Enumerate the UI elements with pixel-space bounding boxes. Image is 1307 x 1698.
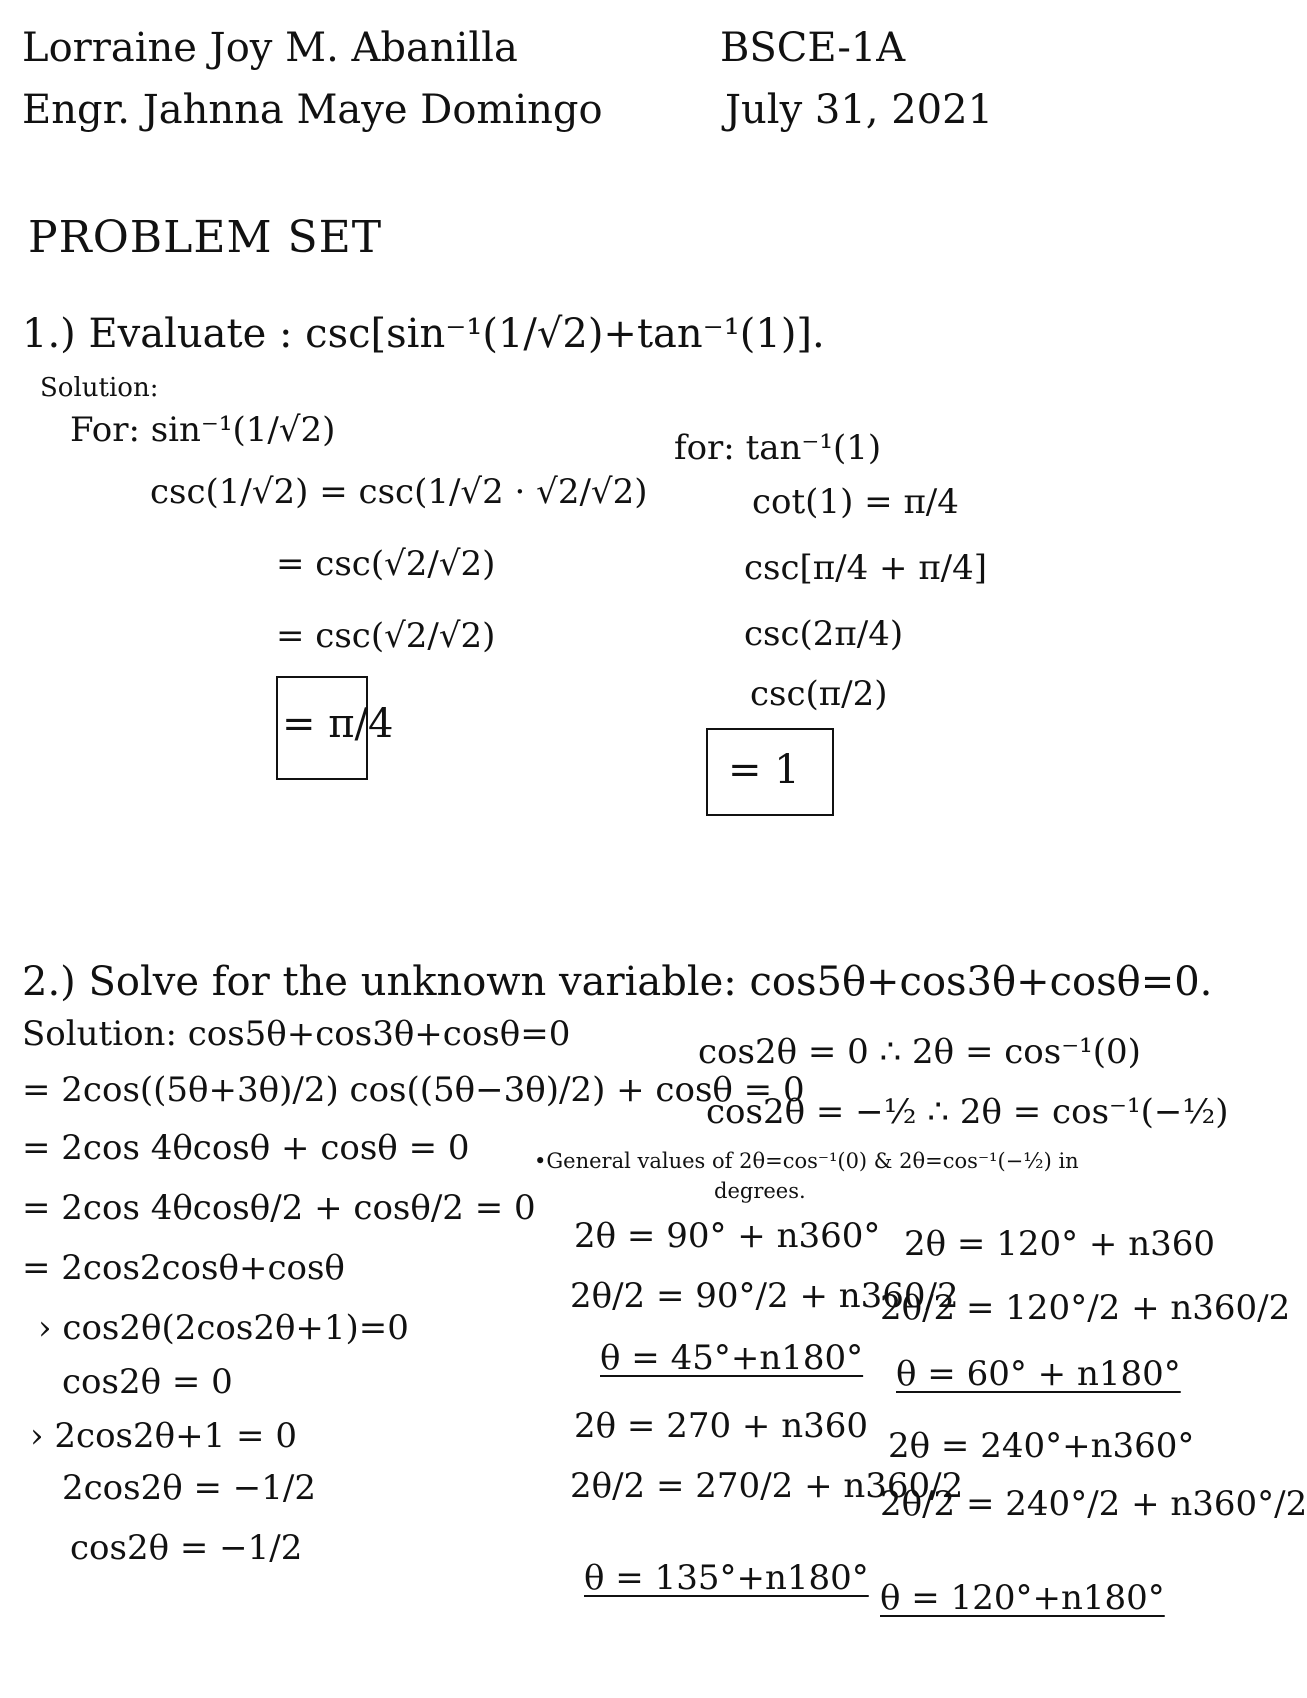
problem2-statement: 2.) Solve for the unknown variable: cos5θ+cos3θ+cosθ=0. [22, 959, 1213, 1005]
p1-right-line2: csc[π/4 + π/4] [744, 548, 988, 588]
p2-colB-line5: 2θ/2 = 240°/2 + n360°/2 [880, 1484, 1307, 1524]
p2-colB-answer1: θ = 60° + n180° [896, 1354, 1181, 1394]
p2-left-line8: › 2cos2θ+1 = 0 [30, 1416, 297, 1456]
instructor-name: Engr. Jahnna Maye Domingo [22, 87, 603, 133]
p2-colA-answer1: θ = 45°+n180° [600, 1338, 864, 1378]
p2-colA-answer2: θ = 135°+n180° [584, 1558, 869, 1598]
p1-right-answer: = 1 [728, 747, 800, 793]
p2-colA-line2: 2θ/2 = 90°/2 + n360/2 [570, 1276, 959, 1316]
p1-right-line1: cot(1) = π/4 [752, 482, 959, 522]
p1-left-line1: csc(1/√2) = csc(1/√2 · √2/√2) [150, 472, 648, 512]
student-name: Lorraine Joy M. Abanilla [22, 25, 518, 71]
p2-left-line4: = 2cos 4θcosθ/2 + cosθ/2 = 0 [22, 1188, 536, 1228]
p2-left-line5: = 2cos2cosθ+cosθ [22, 1248, 345, 1288]
p2-right-line1: cos2θ = 0 ∴ 2θ = cos⁻¹(0) [698, 1032, 1141, 1072]
page-title: PROBLEM SET [28, 212, 383, 263]
p1-left-line3: = csc(√2/√2) [276, 616, 496, 656]
p2-colB-answer2: θ = 120°+n180° [880, 1578, 1165, 1618]
p2-left-line6: › cos2θ(2cos2θ+1)=0 [38, 1308, 409, 1348]
p2-left-line3: = 2cos 4θcosθ + cosθ = 0 [22, 1128, 470, 1168]
p2-colA-line4: 2θ = 270 + n360 [574, 1406, 868, 1446]
p2-colB-line4: 2θ = 240°+n360° [888, 1426, 1195, 1466]
p2-colA-line5: 2θ/2 = 270/2 + n360/2 [570, 1466, 964, 1506]
p2-left-line7: cos2θ = 0 [62, 1362, 233, 1402]
p2-right-degrees: degrees. [714, 1179, 806, 1203]
section-label: BSCE-1A [720, 25, 906, 71]
p2-colA-line1: 2θ = 90° + n360° [574, 1216, 881, 1256]
p2-colB-line1: 2θ = 120° + n360 [904, 1224, 1215, 1264]
p1-left-line2: = csc(√2/√2) [276, 544, 496, 584]
p1-left-answer: = π/4 [282, 701, 394, 747]
p1-right-for: for: tan⁻¹(1) [674, 428, 882, 468]
p2-left-line10: cos2θ = −1/2 [70, 1528, 303, 1568]
p2-left-line9: 2cos2θ = −1/2 [62, 1468, 317, 1508]
problem1-solution-label: Solution: [40, 373, 159, 403]
p2-left-line1: Solution: cos5θ+cos3θ+cosθ=0 [22, 1014, 571, 1054]
problem1-statement: 1.) Evaluate : csc[sin⁻¹(1/√2)+tan⁻¹(1)]. [22, 311, 825, 357]
p2-right-general-values: •General values of 2θ=cos⁻¹(0) & 2θ=cos⁻¹(−½) in [534, 1149, 1079, 1173]
p2-colB-line2: 2θ/2 = 120°/2 + n360/2 [880, 1288, 1291, 1328]
p2-left-line2: = 2cos((5θ+3θ)/2) cos((5θ−3θ)/2) + cosθ = 0 [22, 1070, 805, 1110]
date-label: July 31, 2021 [725, 87, 994, 133]
p2-right-line2: cos2θ = −½ ∴ 2θ = cos⁻¹(−½) [706, 1092, 1229, 1132]
p1-right-line4: csc(π/2) [750, 674, 888, 714]
p1-right-line3: csc(2π/4) [744, 614, 904, 654]
p1-left-for: For: sin⁻¹(1/√2) [70, 410, 336, 450]
